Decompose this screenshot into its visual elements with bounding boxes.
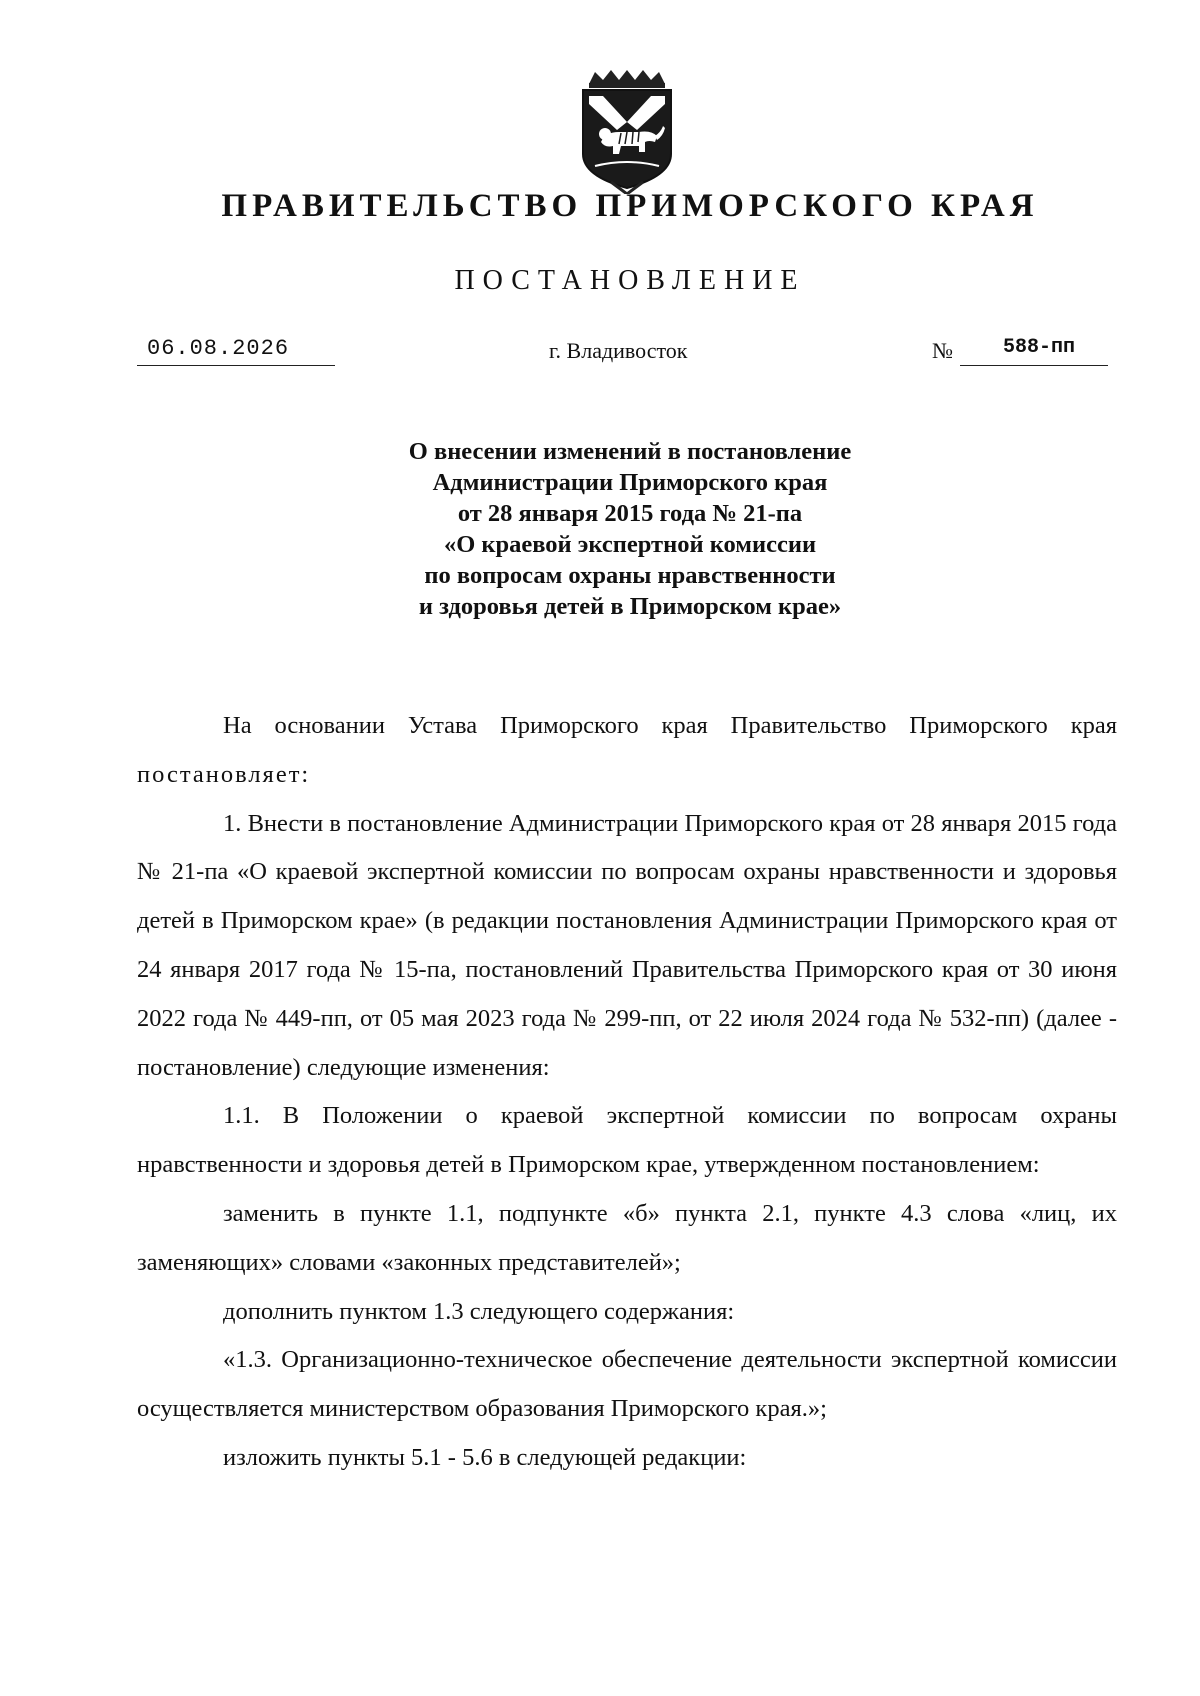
document-type: ПОСТАНОВЛЕНИЕ xyxy=(454,265,806,296)
quote-1-3-paragraph: «1.3. Организационно-техническое обеспечение деятельности экспертной комиссии осуществляется министерством образования Приморского края.»; xyxy=(137,1346,1117,1423)
intro-text: На основании Устава Приморского края Правительство Приморского края xyxy=(223,712,1117,739)
document-city: г. Владивосток xyxy=(549,338,688,363)
organization-title: ПРАВИТЕЛЬСТВО ПРИМОРСКОГО КРАЯ xyxy=(221,188,1039,224)
document-body xyxy=(137,702,1117,1483)
subject-line: «О краевой экспертной комиссии xyxy=(443,531,817,558)
intro-decree-word: постановляет: xyxy=(137,760,311,788)
subject-line: О внесении изменений в постановление xyxy=(408,438,852,465)
document-subject xyxy=(0,436,1200,622)
item-1-paragraph: 1. Внести в постановление Администрации Приморского края от 28 января 2015 года № 21-па «О краевой экспертной комиссии по вопросам охраны нравственности и здоровья детей в Приморском крае» (в редакции постановления Администрации Приморского края от 24 января 2017 года № 15-па, постановлений Правительства Приморского края от 30 июня 2022 года № 449-пп, от 05 мая 2023 года № 299-пп, от 22 июля 2024 года № 532-пп) (далее - постановление) следующие изменения: xyxy=(137,809,1117,1081)
date-underline xyxy=(137,365,335,366)
document-number: 588-пп xyxy=(1003,336,1076,359)
number-underline xyxy=(960,365,1108,366)
subject-line: Администрации Приморского края xyxy=(432,469,828,496)
subject-line: и здоровья детей в Приморском крае» xyxy=(418,593,842,620)
subject-line: от 28 января 2015 года № 21-па xyxy=(457,500,803,527)
subject-line: по вопросам охраны нравственности xyxy=(424,562,836,589)
intro-paragraph xyxy=(137,702,1117,800)
replace-paragraph: заменить в пункте 1.1, подпункте «б» пункта 2.1, пункте 4.3 слова «лиц, их заменяющих» словами «законных представителей»; xyxy=(137,1199,1117,1276)
restate-paragraph: изложить пункты 5.1 - 5.6 в следующей редакции: xyxy=(223,1443,747,1471)
item-1-1-paragraph: 1.1. В Положении о краевой экспертной комиссии по вопросам охраны нравственности и здоровья детей в Приморском крае, утвержденном постановлением: xyxy=(137,1102,1117,1179)
supplement-paragraph: дополнить пунктом 1.3 следующего содержания: xyxy=(223,1297,735,1325)
coat-of-arms-icon xyxy=(575,70,679,194)
document-date: 06.08.2026 xyxy=(147,336,290,361)
number-sign: № xyxy=(932,338,953,363)
